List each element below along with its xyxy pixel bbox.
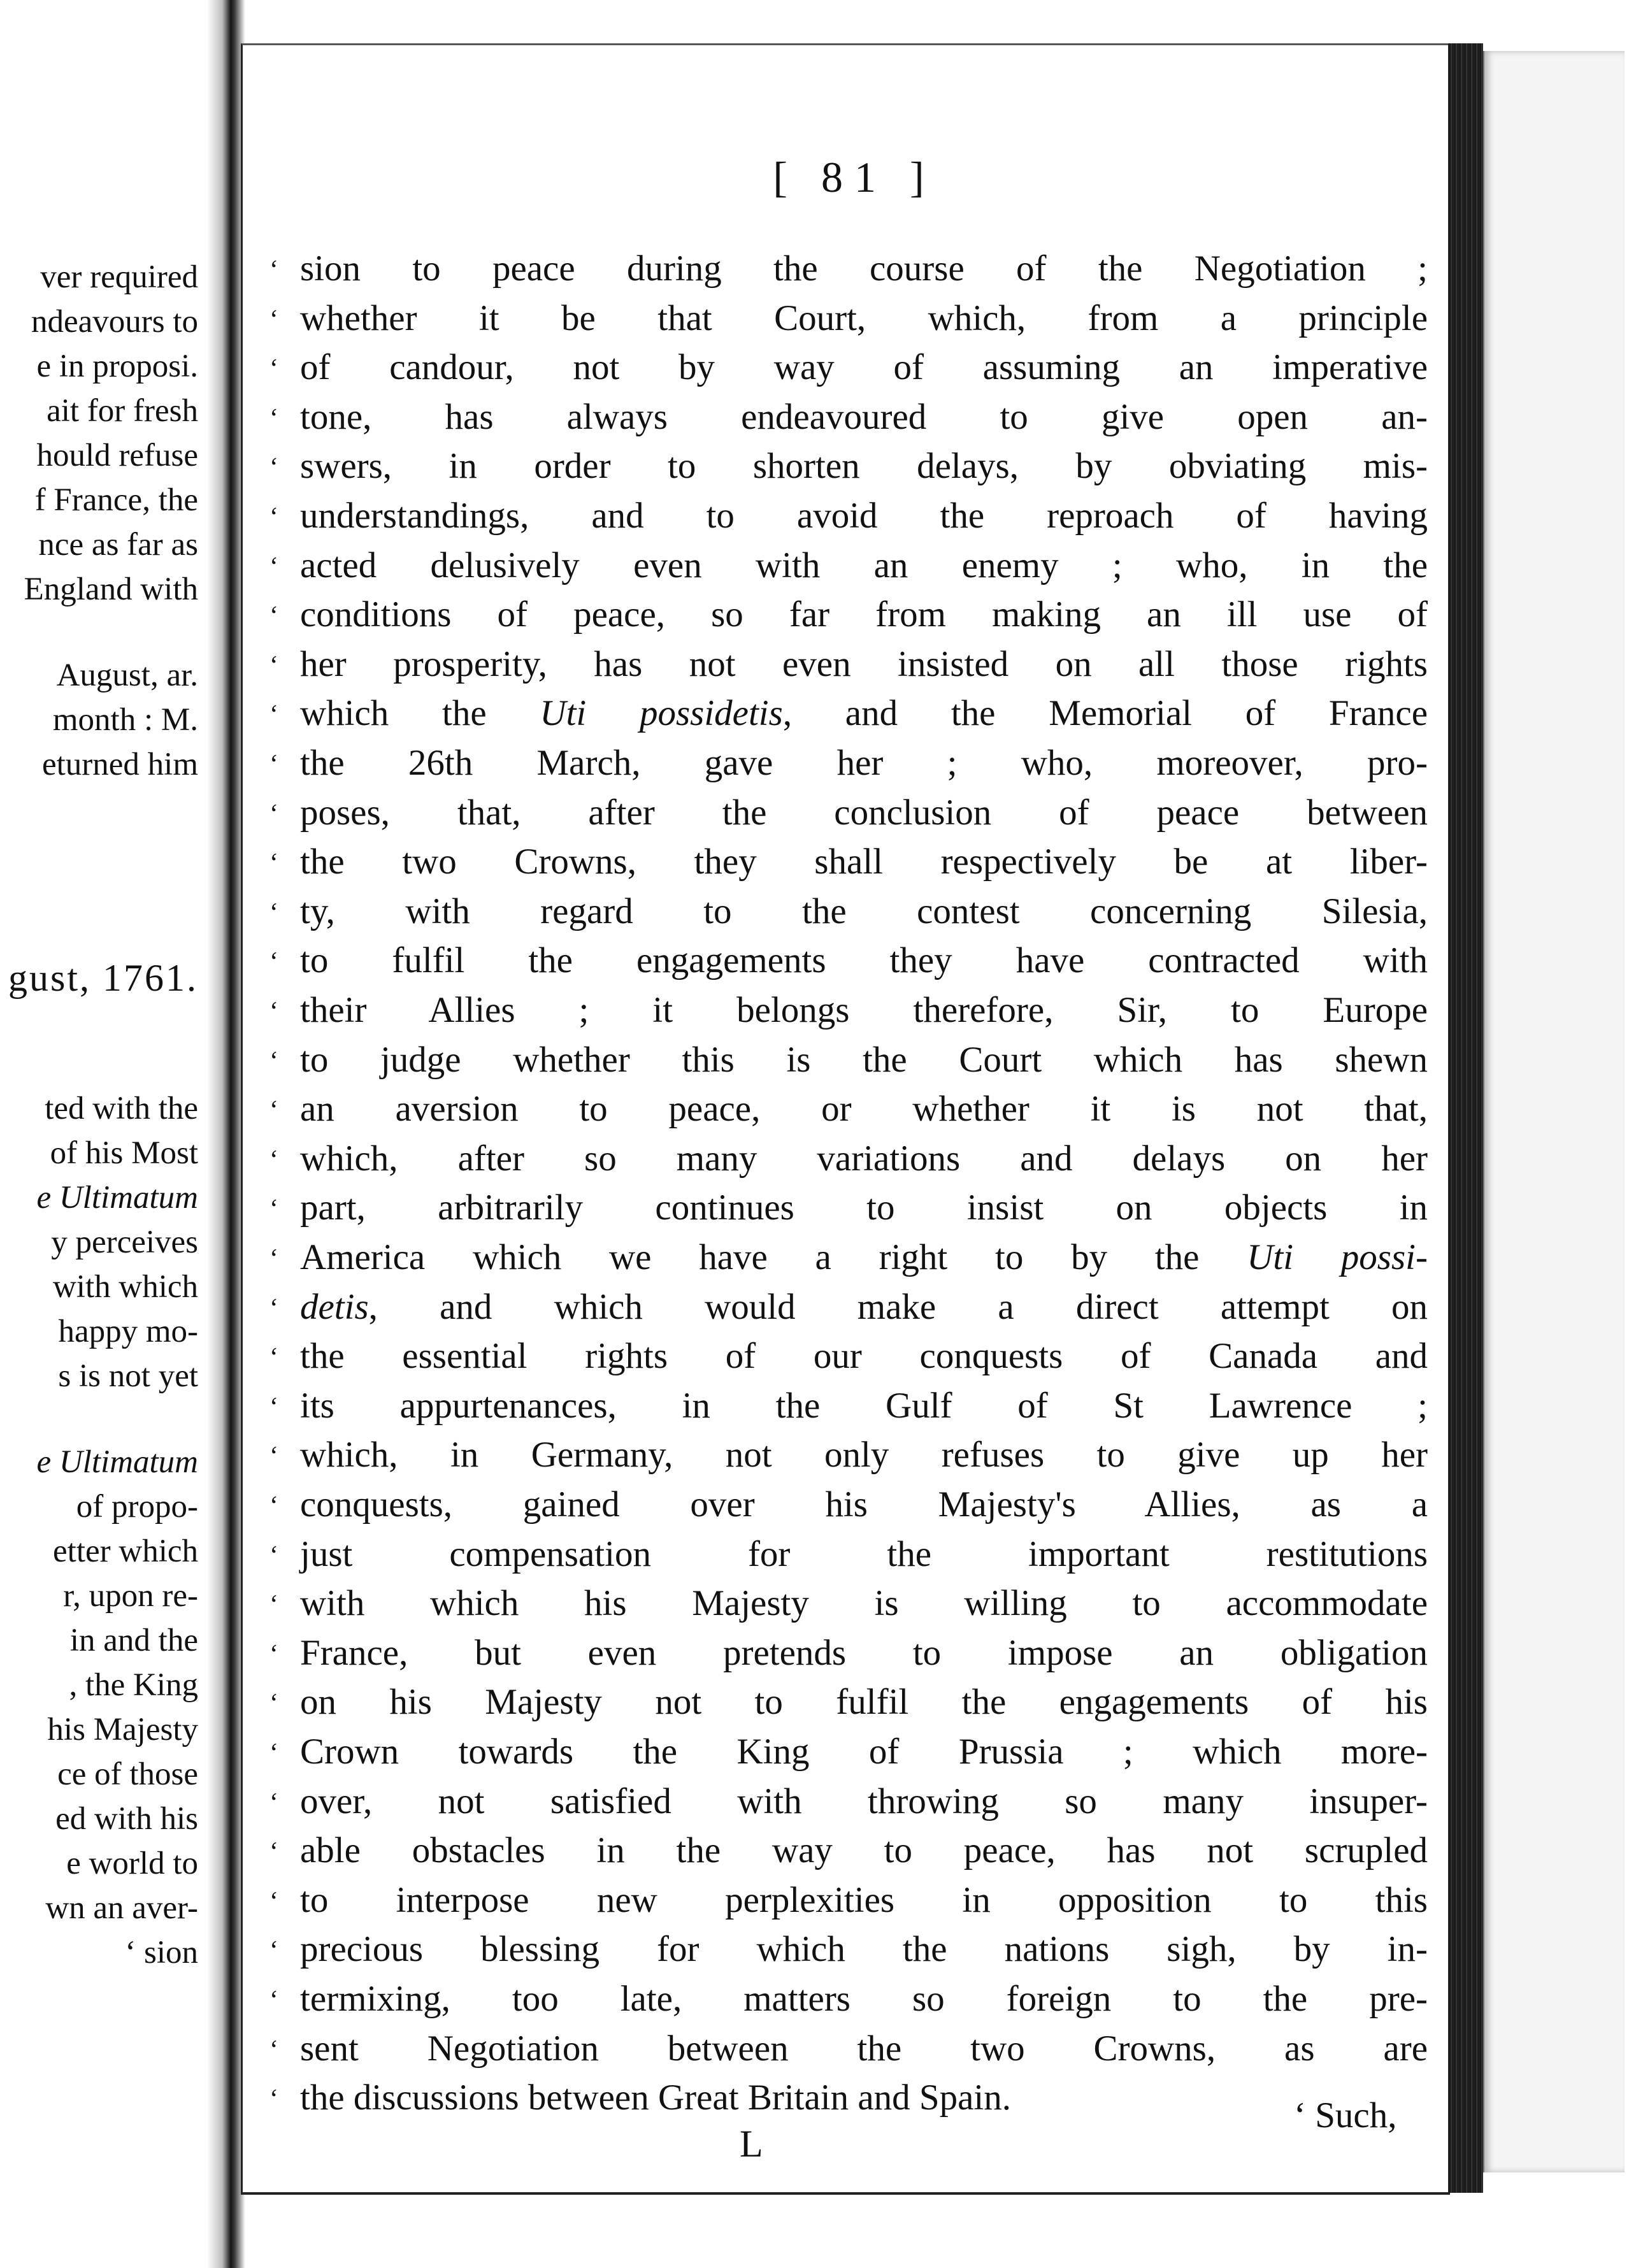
left-page-line: e Ultimatum xyxy=(36,1180,198,1216)
body-line: the discussions between Great Britain and Spain. xyxy=(300,2078,1012,2118)
quote-mark: ‘ xyxy=(269,947,278,977)
body-line: poses, that, after the conclusion of peace between xyxy=(300,792,1428,833)
body-line: swers, in order to shorten delays, by obviating mis- xyxy=(300,446,1428,487)
left-page-line: with which xyxy=(52,1269,198,1305)
quote-mark: ‘ xyxy=(269,1540,278,1570)
body-line: an aversion to peace, or whether it is not that, xyxy=(300,1089,1428,1130)
left-page-line: e world to xyxy=(66,1846,198,1881)
left-page-line: of propo- xyxy=(76,1489,198,1525)
left-page-line: of his Most xyxy=(50,1135,198,1171)
body-line: conditions of peace, so far from making an ill use of xyxy=(300,594,1428,635)
body-line: part, arbitrarily continues to insist on objects in xyxy=(300,1188,1428,1228)
body-line: just compensation for the important restitutions xyxy=(300,1533,1428,1574)
body-line: acted delusively even with an enemy ; who, in the xyxy=(300,545,1428,585)
quote-mark: ‘ xyxy=(269,1442,278,1472)
quote-mark: ‘ xyxy=(269,997,278,1026)
body-line: which, in Germany, not only refuses to give up her xyxy=(300,1435,1428,1475)
catchword: ‘ Such, xyxy=(1294,2095,1397,2135)
left-page-line: etter which xyxy=(53,1533,198,1569)
body-text xyxy=(243,45,1450,2192)
quote-mark: ‘ xyxy=(269,799,278,829)
left-page-line: , the King xyxy=(69,1667,198,1703)
body-line: America which we have a right to by the Uti possi- xyxy=(300,1237,1428,1277)
body-line: tone, has always endeavoured to give open an- xyxy=(300,396,1428,437)
body-line: with which his Majesty is willing to accommodate xyxy=(300,1583,1428,1624)
quote-mark: ‘ xyxy=(269,453,278,483)
left-page-line: month : M. xyxy=(52,702,198,738)
body-line: over, not satisfied with throwing so many insuper- xyxy=(300,1781,1428,1821)
left-page-line: e Ultimatum xyxy=(36,1444,198,1480)
quote-mark: ‘ xyxy=(269,354,278,384)
body-line: on his Majesty not to fulfil the engagements of his xyxy=(300,1682,1428,1723)
left-page-line: wn an aver- xyxy=(45,1890,198,1926)
quote-mark: ‘ xyxy=(269,1590,278,1620)
quote-mark: ‘ xyxy=(269,898,278,928)
quote-mark: ‘ xyxy=(269,1343,278,1373)
quote-mark: ‘ xyxy=(269,1392,278,1422)
italic-term: detis xyxy=(300,1286,369,1327)
quote-mark: ‘ xyxy=(269,552,278,582)
body-line: to fulfil the engagements they have contracted with xyxy=(300,940,1428,981)
body-line: whether it be that Court, which, from a principle xyxy=(300,298,1428,338)
quote-mark: ‘ xyxy=(269,503,278,532)
body-line: precious blessing for which the nations sigh, by in- xyxy=(300,1929,1428,1970)
main-page xyxy=(241,43,1450,2195)
quote-mark: ‘ xyxy=(269,1096,278,1126)
body-line: sent Negotiation between the two Crowns, as are xyxy=(300,2028,1428,2069)
signature-mark: L xyxy=(740,2122,763,2165)
italic-term: Uti possidetis xyxy=(540,693,783,734)
left-page-line: August, ar. xyxy=(56,657,198,693)
left-page-line: happy mo- xyxy=(58,1314,198,1349)
quote-mark: ‘ xyxy=(269,1986,278,2015)
left-page-line: e in proposi. xyxy=(36,348,198,384)
body-line: France, but even pretends to impose an obligation xyxy=(300,1632,1428,1673)
body-line: Crown towards the King of Prussia ; which more- xyxy=(300,1732,1428,1772)
body-line: able obstacles in the way to peace, has not scrupled xyxy=(300,1830,1428,1871)
body-line: the two Crowns, they shall respectively be at liber- xyxy=(300,842,1428,882)
quote-mark: ‘ xyxy=(269,750,278,779)
quote-mark: ‘ xyxy=(269,1491,278,1521)
quote-mark: ‘ xyxy=(269,1244,278,1274)
left-page-line: ted with the xyxy=(45,1091,198,1126)
quote-mark: ‘ xyxy=(269,2035,278,2065)
left-page-line: England with xyxy=(24,571,198,607)
quote-mark: ‘ xyxy=(269,1145,278,1175)
body-line: to interpose new perplexities in opposition to this xyxy=(300,1879,1428,1920)
body-line: conquests, gained over his Majesty's Allies, as a xyxy=(300,1484,1428,1525)
quote-mark: ‘ xyxy=(269,403,278,433)
body-line: ty, with regard to the contest concerning Silesia, xyxy=(300,891,1428,931)
quote-mark: ‘ xyxy=(269,1639,278,1669)
quote-mark: ‘ xyxy=(269,1788,278,1818)
left-page-line: eturned him xyxy=(41,747,198,782)
body-line: her prosperity, has not even insisted on all those rights xyxy=(300,643,1428,684)
body-line: the essential rights of our conquests of Canada and xyxy=(300,1336,1428,1377)
body-line: sion to peace during the course of the Negotiation ; xyxy=(300,248,1428,289)
quote-mark: ‘ xyxy=(269,1936,278,1966)
left-page-line: ndeavours to xyxy=(31,304,198,340)
quote-mark: ‘ xyxy=(269,1293,278,1323)
body-line: detis, and which would make a direct attempt on xyxy=(300,1286,1428,1327)
left-page-fragment xyxy=(0,0,220,2268)
left-page-line: ce of those xyxy=(57,1756,198,1792)
quote-mark: ‘ xyxy=(269,305,278,334)
quote-mark: ‘ xyxy=(269,601,278,631)
body-line: to judge whether this is the Court which has shewn xyxy=(300,1039,1428,1080)
quote-mark: ‘ xyxy=(269,255,278,285)
left-page-line: y perceives xyxy=(51,1224,198,1260)
quote-mark: ‘ xyxy=(269,1046,278,1076)
left-page-line: ait for fresh xyxy=(47,393,198,429)
left-page-line: f France, the xyxy=(34,482,198,518)
left-page-line: nce as far as xyxy=(38,527,198,563)
quote-mark: ‘ xyxy=(269,1195,278,1224)
left-page-line: his Majesty xyxy=(47,1712,198,1748)
left-page-line: gust, 1761. xyxy=(8,957,198,999)
page-number: [ 81 ] xyxy=(773,153,936,201)
book-gutter xyxy=(207,0,245,2268)
body-line: which, after so many variations and delays on her xyxy=(300,1138,1428,1179)
left-page-line: ‘ sion xyxy=(125,1935,198,1970)
body-line: the 26th March, gave her ; who, moreover, pro- xyxy=(300,743,1428,783)
left-page-line: ed with his xyxy=(55,1801,198,1837)
quote-mark: ‘ xyxy=(269,1837,278,1867)
left-page-line: s is not yet xyxy=(58,1358,198,1394)
body-line: its appurtenances, in the Gulf of St Lawrence ; xyxy=(300,1385,1428,1426)
back-cover-edge xyxy=(1483,51,1625,2172)
body-line: of candour, not by way of assuming an imperative xyxy=(300,347,1428,388)
body-line: understandings, and to avoid the reproach of having xyxy=(300,496,1428,536)
left-page-line: in and the xyxy=(69,1623,198,1658)
quote-mark: ‘ xyxy=(269,1689,278,1719)
body-line: termixing, too late, matters so foreign to the pre- xyxy=(300,1979,1428,2019)
quote-mark: ‘ xyxy=(269,2085,278,2114)
italic-term: Uti possi- xyxy=(1247,1237,1428,1277)
page-edges xyxy=(1448,43,1483,2193)
left-page-line: ver required xyxy=(40,259,198,295)
left-page-text xyxy=(0,0,201,2268)
quote-mark: ‘ xyxy=(269,700,278,730)
quote-mark: ‘ xyxy=(269,1739,278,1768)
left-page-line: r, upon re- xyxy=(63,1578,198,1614)
quote-mark: ‘ xyxy=(269,650,278,680)
body-line: which the Uti possidetis, and the Memorial of France xyxy=(300,693,1428,734)
body-line: their Allies ; it belongs therefore, Sir, to Europe xyxy=(300,990,1428,1030)
left-page-line: hould refuse xyxy=(36,438,198,473)
quote-mark: ‘ xyxy=(269,1886,278,1916)
quote-mark: ‘ xyxy=(269,849,278,879)
